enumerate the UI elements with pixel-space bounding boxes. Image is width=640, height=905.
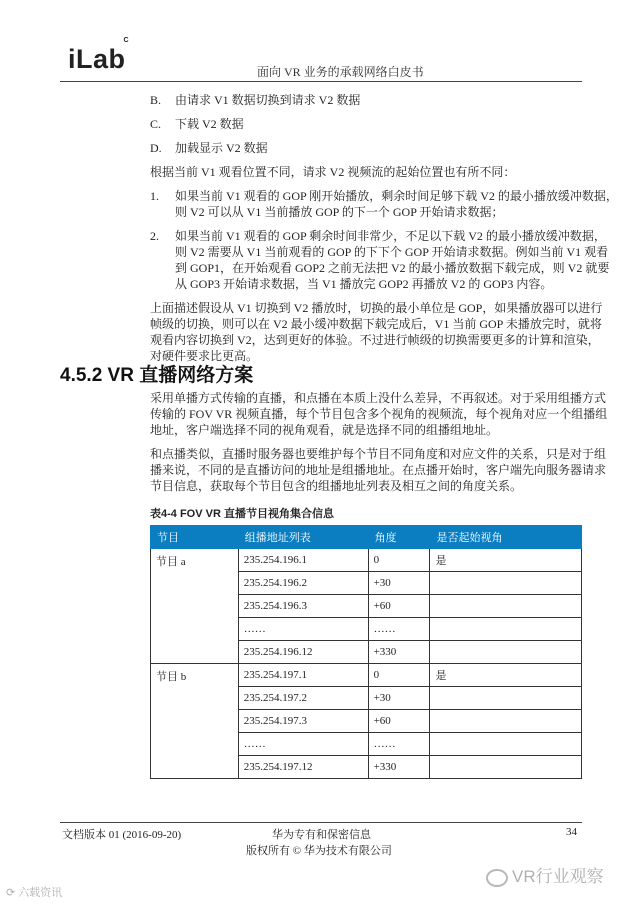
angle-cell: +30 — [368, 687, 430, 710]
header-title: 面向 VR 业务的承载网络白皮书 — [257, 65, 424, 79]
start-cell: 是 — [430, 549, 582, 572]
intro-line: 根据当前 V1 观看位置不同，请求 V2 视频流的起始位置也有所不同： — [150, 165, 516, 179]
start-cell — [430, 641, 582, 664]
footer-divider — [60, 822, 582, 823]
list-item: D. 加载显示 V2 数据 — [150, 141, 268, 155]
angle-cell: 0 — [368, 549, 430, 572]
paragraph-line: 节目信息，获取每个节目包含的组播地址列表及相互之间的角度关系。 — [150, 479, 523, 493]
header-start: 是否起始视角 — [430, 526, 582, 549]
paragraph-line: 帧级的切换，则可以在 V2 最小缓冲数据下载完成后，V1 当前 GOP 未播放完时，就将 — [150, 317, 602, 331]
section-title: 4.5.2 VR 直播网络方案 — [60, 365, 254, 386]
angle-cell: +330 — [368, 641, 430, 664]
table-header-row — [151, 526, 582, 549]
watermark-left: ⟳ 六载资讯 — [6, 887, 63, 899]
start-cell — [430, 687, 582, 710]
brand-mark-icon: ⟳ — [6, 887, 16, 899]
table-caption: 表4-4 FOV VR 直播节目视角集合信息 — [150, 508, 334, 520]
start-cell — [430, 733, 582, 756]
angle-cell: +330 — [368, 756, 430, 779]
start-cell — [430, 756, 582, 779]
fov-table — [150, 525, 582, 779]
paragraph-line: 观看内容切换到 V2，达到更好的体验。不过进行帧级的切换需要更多的计算和渲染， — [150, 333, 600, 347]
list-item: B. 由请求 V1 数据切换到请求 V2 数据 — [150, 93, 361, 107]
address-cell: 235.254.197.2 — [238, 687, 368, 710]
address-cell: …… — [238, 618, 368, 641]
numbered-item-1-line: 则 V2 可以从 V1 当前播放 GOP 的下一个 GOP 开始请求数据； — [175, 205, 504, 219]
header-divider — [60, 81, 582, 82]
address-cell: 235.254.196.2 — [238, 572, 368, 595]
angle-cell: +60 — [368, 710, 430, 733]
start-cell — [430, 572, 582, 595]
doc-version: 文档版本 01 (2016-09-20) — [62, 829, 182, 841]
program-cell: 节目 b — [151, 664, 239, 779]
address-cell: 235.254.196.12 — [238, 641, 368, 664]
address-cell: 235.254.196.1 — [238, 549, 368, 572]
numbered-item-1: 1. 如果当前 V1 观看的 GOP 刚开始播放，剩余时间足够下载 V2 的最小播放缓冲数据， — [150, 189, 618, 203]
list-item: C. 下载 V2 数据 — [150, 117, 244, 131]
paragraph-line: 采用单播方式传输的直播，和点播在本质上没什么差异，不再叙述。对于采用组播方式 — [150, 391, 607, 405]
program-cell: 节目 a — [151, 549, 239, 664]
numbered-item-2-line: 从 GOP3 开始请求数据，当 V1 播放完 GOP2 再播放 V2 的 GOP3 内容。 — [175, 277, 553, 291]
table-row — [151, 549, 582, 572]
paragraph-line: 对硬件要求比更高。 — [150, 349, 259, 363]
address-cell: 235.254.197.1 — [238, 664, 368, 687]
paragraph-line: 和点播类似，直播时服务器也要维护每个节目不同角度和对应文件的关系，只是对于组 — [150, 447, 607, 461]
numbered-item-2: 2. 如果当前 V1 观看的 GOP 剩余时间非常少，不足以下载 V2 的最小播放缓冲数据， — [150, 229, 606, 243]
wechat-icon — [486, 869, 508, 887]
angle-cell: …… — [368, 618, 430, 641]
paragraph-line: 播来说，不同的是直播访问的地址是组播地址。在点播开始时，客户端先向服务器请求 — [150, 463, 607, 477]
header-program: 节目 — [151, 526, 239, 549]
address-cell: 235.254.197.3 — [238, 710, 368, 733]
start-cell — [430, 595, 582, 618]
angle-cell: +30 — [368, 572, 430, 595]
address-cell: 235.254.197.12 — [238, 756, 368, 779]
copyright-note: 版权所有 © 华为技术有限公司 — [246, 845, 392, 857]
numbered-item-2-line: 到 GOP1，在开始观看 GOP2 之前无法把 V2 的最小播放数据下载完成，则 V2 就要 — [175, 261, 610, 275]
start-cell — [430, 710, 582, 733]
numbered-item-2-line: 则 V2 需要从 V1 当前观看的 GOP 的下下个 GOP 开始请求数据。例如当前 V1 观看 — [175, 245, 609, 259]
ilab-logo: iLab$^C$ — [68, 37, 130, 74]
paragraph-line: 地址，客户端选择不同的视角观看，就是选择不同的组播组地址。 — [150, 423, 499, 437]
angle-cell: +60 — [368, 595, 430, 618]
start-cell — [430, 618, 582, 641]
header-address: 组播地址列表 — [238, 526, 368, 549]
header-angle: 角度 — [368, 526, 430, 549]
paragraph-line: 传输的 FOV VR 视频直播，每个节目包含多个视角的视频流，每个视角对应一个组播组 — [150, 407, 608, 421]
angle-cell: …… — [368, 733, 430, 756]
page-number: 34 — [566, 826, 577, 838]
table-row — [151, 664, 582, 687]
start-cell: 是 — [430, 664, 582, 687]
watermark-right: VR行业观察 — [486, 862, 604, 887]
angle-cell: 0 — [368, 664, 430, 687]
paragraph-line: 上面描述假设从 V1 切换到 V2 播放时，切换的最小单位是 GOP，如果播放器可以进行 — [150, 301, 603, 315]
address-cell: 235.254.196.3 — [238, 595, 368, 618]
confidential-note: 华为专有和保密信息 — [272, 829, 371, 841]
address-cell: …… — [238, 733, 368, 756]
